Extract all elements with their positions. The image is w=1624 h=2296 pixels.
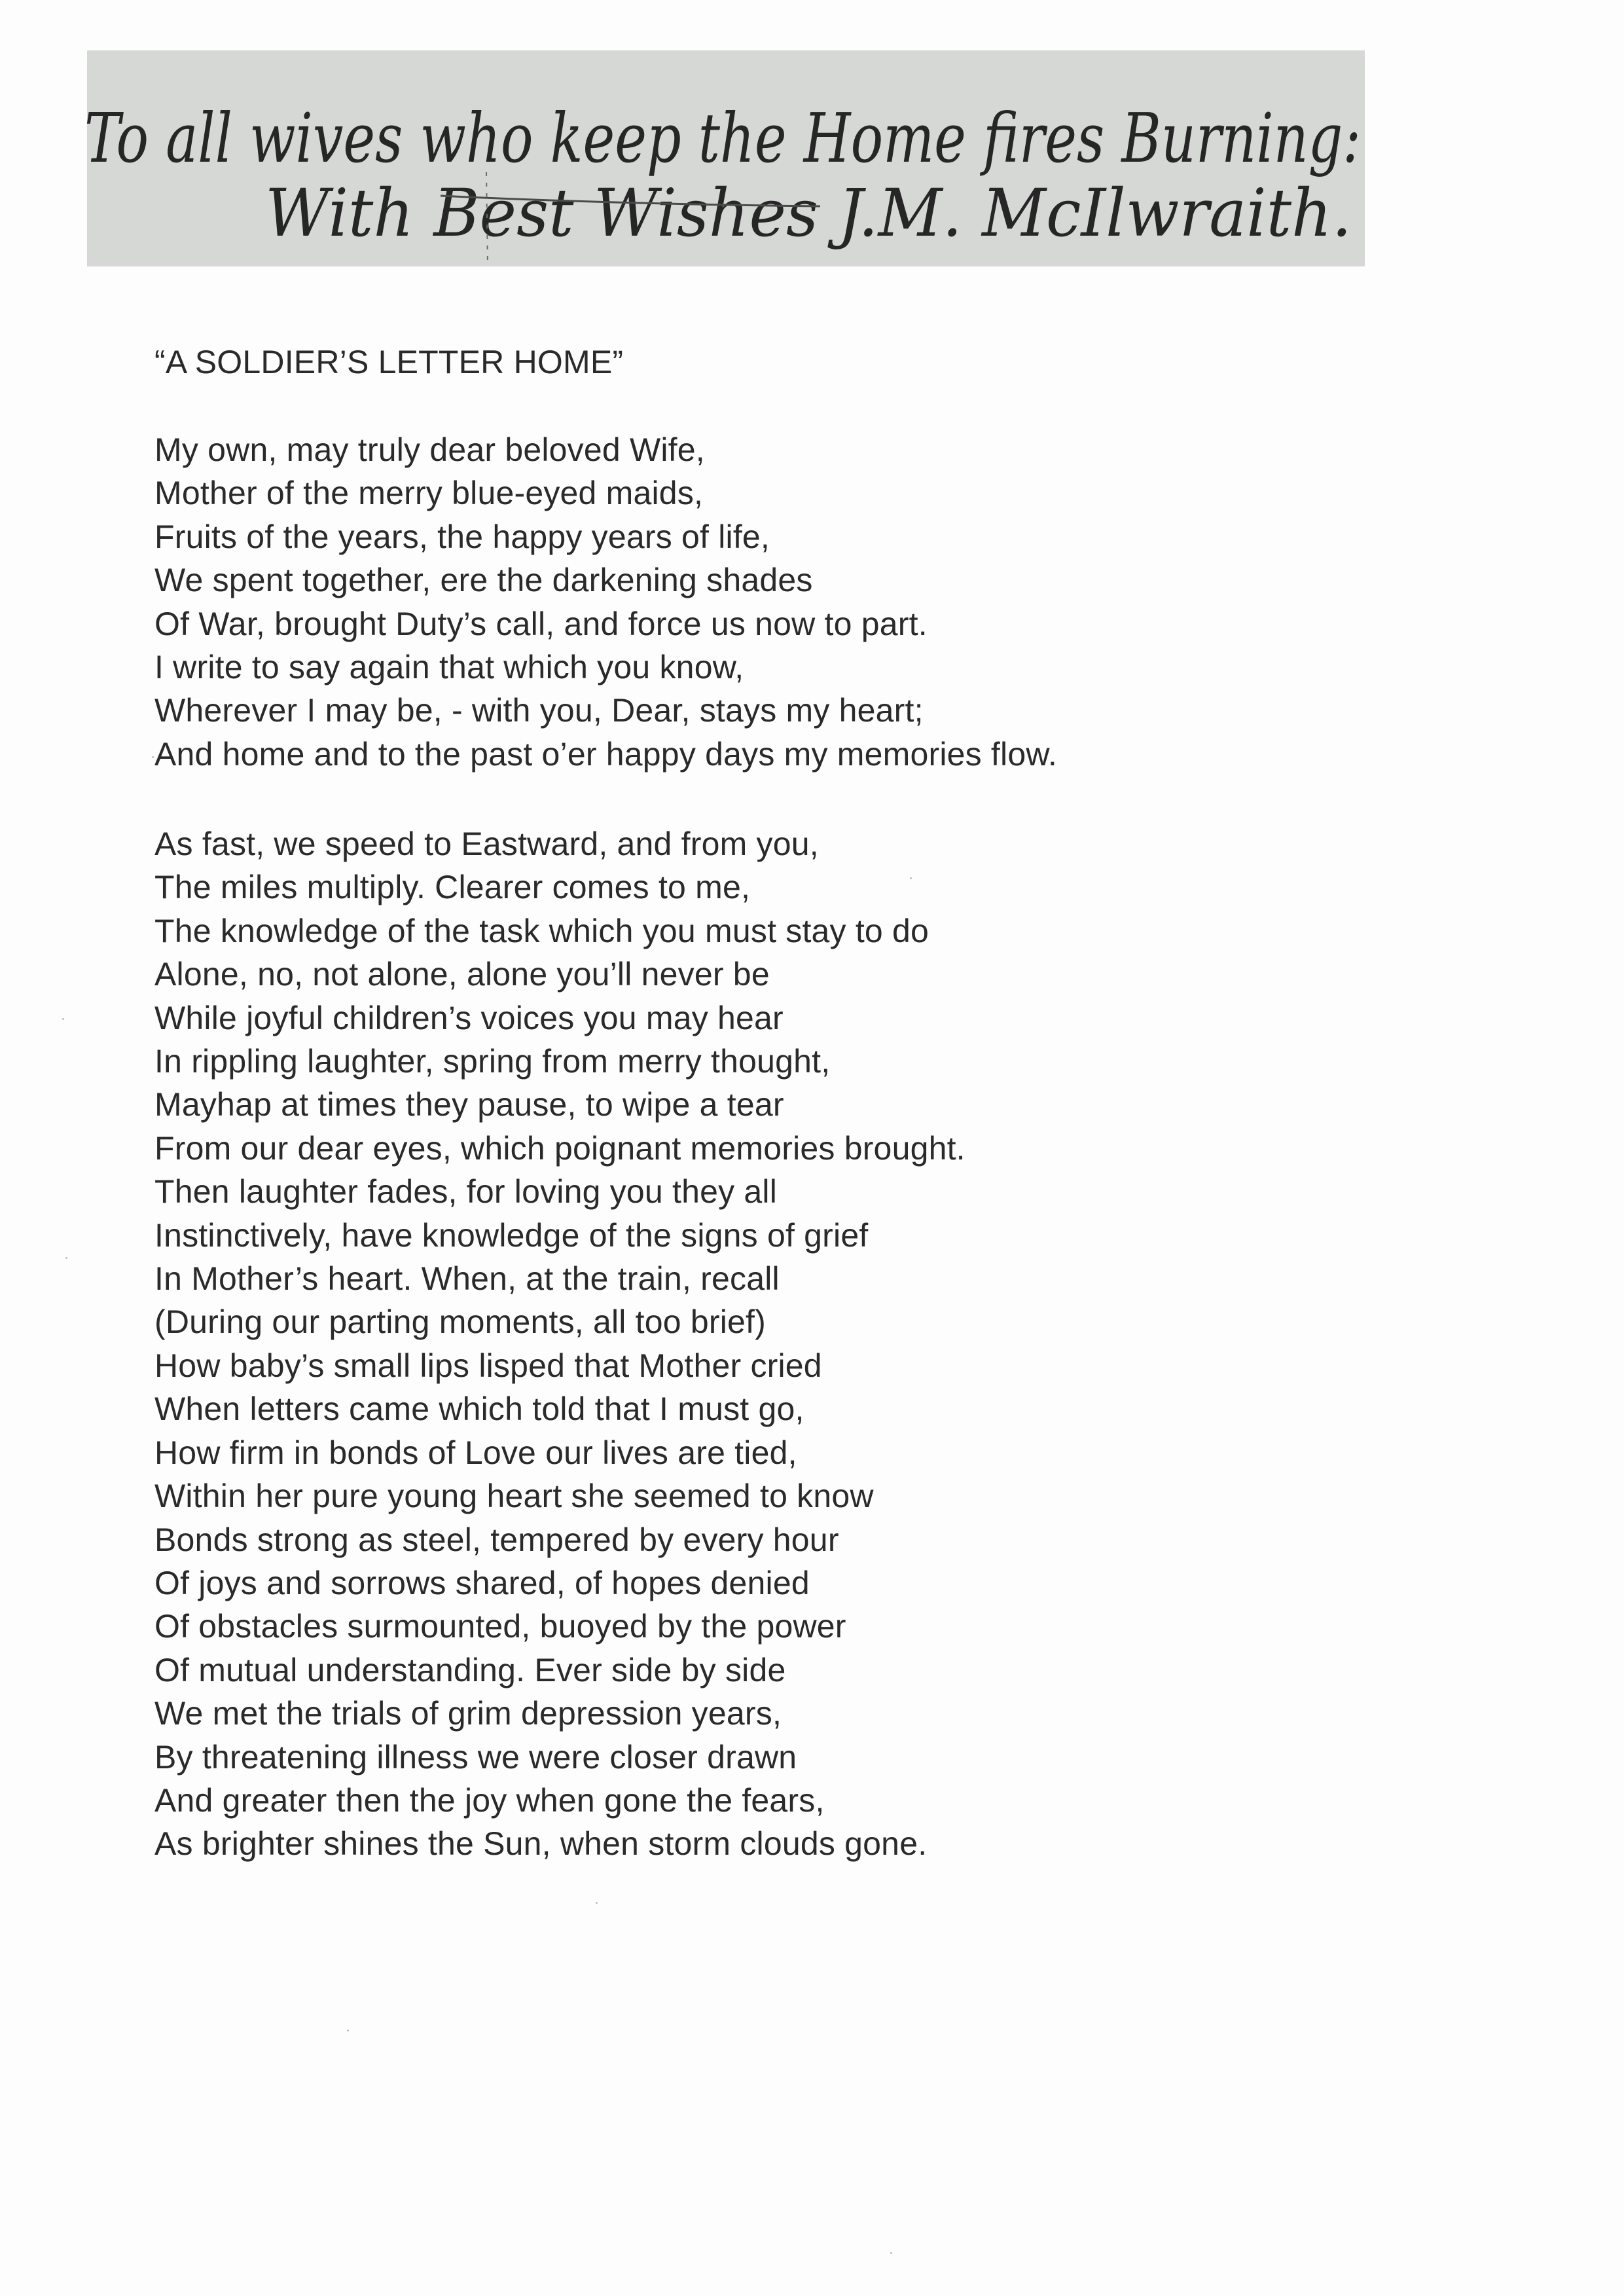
poem-line: Within her pure young heart she seemed to know bbox=[154, 1478, 874, 1515]
scan-speck bbox=[152, 756, 154, 758]
poem-line: The miles multiply. Clearer comes to me, bbox=[154, 869, 751, 906]
poem-line: My own, may truly dear beloved Wife, bbox=[154, 431, 705, 468]
handwriting-image bbox=[84, 50, 1365, 266]
scan-speck bbox=[65, 1257, 67, 1259]
poem-line: In rippling laughter, spring from merry thought, bbox=[154, 1043, 831, 1080]
poem-line: Wherever I may be, - with you, Dear, stays my heart; bbox=[154, 692, 924, 729]
poem-line: Of War, brought Duty’s call, and force us now to part. bbox=[154, 605, 928, 642]
scan-speck bbox=[347, 2030, 349, 2032]
poem-line: Then laughter fades, for loving you they all bbox=[154, 1173, 778, 1211]
poem-line: Of mutual understanding. Ever side by side bbox=[154, 1651, 786, 1688]
scan-speck bbox=[62, 1018, 64, 1020]
stanza-2 bbox=[154, 822, 965, 1866]
poem-line: Bonds strong as steel, tempered by every hour bbox=[154, 1521, 839, 1558]
poem-line: We met the trials of grim depression years, bbox=[154, 1695, 782, 1732]
poem-line: As brighter shines the Sun, when storm clouds gone. bbox=[154, 1825, 928, 1863]
poem-title: “A SOLDIER’S LETTER HOME” bbox=[154, 344, 624, 380]
handwritten-inscription bbox=[84, 50, 1365, 266]
poem-line: Of joys and sorrows shared, of hopes denied bbox=[154, 1564, 810, 1601]
poem-line: And home and to the past o’er happy days my memories flow. bbox=[154, 735, 1057, 773]
poem-line: Alone, no, not alone, alone you’ll never be bbox=[154, 956, 770, 993]
poem-line: Mayhap at times they pause, to wipe a tear bbox=[154, 1086, 784, 1123]
poem-line: How baby’s small lips lisped that Mother cried bbox=[154, 1347, 822, 1384]
poem-line: From our dear eyes, which poignant memories brought. bbox=[154, 1129, 965, 1167]
poem-line: As fast, we speed to Eastward, and from you, bbox=[154, 826, 819, 862]
scan-speck bbox=[596, 1902, 598, 1904]
poem-line: Fruits of the years, the happy years of life, bbox=[154, 518, 770, 555]
scan-speck bbox=[910, 877, 912, 879]
poem-line: (During our parting moments, all too brief) bbox=[154, 1303, 766, 1341]
poem-line: How firm in bonds of Love our lives are tied, bbox=[154, 1434, 797, 1471]
poem-line: In Mother’s heart. When, at the train, recall bbox=[154, 1260, 780, 1298]
poem-line: Of obstacles surmounted, buoyed by the power bbox=[154, 1608, 846, 1645]
scan-speck bbox=[890, 2252, 892, 2254]
stanza-1 bbox=[154, 428, 1057, 776]
poem-line: When letters came which told that I must go, bbox=[154, 1391, 804, 1428]
inscription-line-2: With Best Wishes J.M. McIlwraith. bbox=[265, 175, 1352, 251]
poem-line: The knowledge of the task which you must stay to do bbox=[154, 912, 929, 949]
poem-line: While joyful children’s voices you may hear bbox=[154, 999, 784, 1036]
poem-line: We spent together, ere the darkening shades bbox=[154, 562, 813, 599]
poem-line: I write to say again that which you know, bbox=[154, 649, 744, 686]
poem-line: Mother of the merry blue-eyed maids, bbox=[154, 475, 704, 512]
inscription-line-1: To all wives who keep the Home fires Burning: bbox=[84, 98, 1361, 178]
poem-line: And greater then the joy when gone the fears, bbox=[154, 1781, 825, 1819]
poem-line: By threatening illness we were closer drawn bbox=[154, 1738, 797, 1776]
poem-line: Instinctively, have knowledge of the signs of grief bbox=[154, 1216, 869, 1254]
